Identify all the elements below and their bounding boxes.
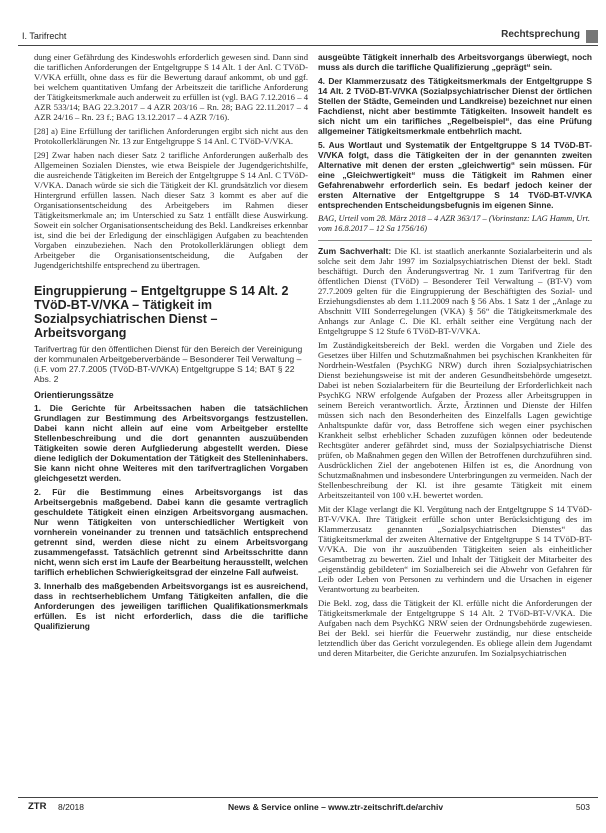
right-column	[318, 52, 592, 662]
article-headline: Eingruppierung – Entgeltgruppe S 14 Alt. 2 TVöD-BT-V/VKA – Tätigkeit im Sozialpsychiatrischen Dienst – Arbeitsvorgang	[34, 284, 289, 340]
category-label: Rechtsprechung	[501, 29, 580, 40]
left-column	[34, 52, 308, 635]
divider	[318, 240, 592, 241]
paragraph: Im Zuständigkeitsbereich der Bekl. werden die Vorgaben und Ziele des Gesetzes über Hilfen und Schutzmaßnahmen bei psychischen Krankheiten für Nordrhein-Westfalen (PsychKG NRW) durch ihren Sozialpsychiatrischen Dienst beziehungsweise ist mit der anderen Gesundheitsbehörde umgesetzt. Dabei ist neben Sozialarbeitern für die Beurteilung der Erforderlichkeit nach PsychKG NRW erfolgende Aufgaben der Prozess aller Arbeitsgruppen in seinem Bereich verantwortlich. Ärzte, Ärztinnen und Dienste der Hilfen müssen sich nach den Besonderheiten des Einzelfalls Lagen gewichtige Anhaltspunkte dafür vor, dass Betroffene sich wegen einer psychischen Krankheit selbst erheblicher Schaden zuzufügen können oder bedeutende Rechtsgüter anderer gefährdet sind, muss der Sozialpsychiatrische Dienst prüfen, ob Maßnahmen gegen den Willen der Betroffenen durchzuführen sind. Ausdrücklichen Ziel der angebotenen Hilfen ist es, die Anordnung von Schutzmaßnahmen und insbesondere Unterbringungen zu vermeiden. Nach der Stellenbeschreibung der Kl. ist ihre gesamte Tätigkeit mit einem Arbeitszeitanteil von 100 v.H. bewertet worden.	[318, 340, 592, 500]
section-label: I. Tarifrecht	[22, 31, 67, 41]
header-rule	[18, 45, 598, 46]
journal-name: ZTR	[28, 801, 47, 812]
page-footer	[18, 797, 598, 815]
guiding-principle: 1. Die Gerichte für Arbeitssachen haben die tatsächlichen Grundlagen zur Bestimmung des Arbeitsvorgangs festzustellen. Dabei kann nicht allein auf eine vom Arbeitgeber erstellte Stellenbeschreibung und die dort genannten auszuübenden Tätigkeiten sowie deren Aufgliederung abgestellt werden. Diese diene lediglich der Dokumentation der Tätigkeit des Stelleninhabers. Sie kann nicht ohne Weiteres mit den tarifvertraglichen Vorgaben gleichgesetzt werden.	[34, 403, 308, 483]
guiding-principle: 4. Der Klammerzusatz des Tätigkeitsmerkmals der Entgeltgruppe S 14 Alt. 2 TVöD-BT-V/VKA (Sozialpsychiatrischer Dienst der örtlichen Stellen der Städte, Gemeinden und Landkreise) bezeichnet nur einen Fachdienst, nicht aber bestimmte Tätigkeiten. Insoweit handelt es sich nicht um ein tarifliches „Regelbeispiel“, das eine Prüfung allgemeiner Tätigkeitsmerkmale entbehrlich macht.	[318, 76, 592, 136]
legal-references: Tarifvertrag für den öffentlichen Dienst für den Bereich der Vereinigung der kommunalen Arbeitgeberverbände – Besonderer Teil Verwaltung – (i.F. vom 27.7.2005 (TVöD-BT-V/VKA) Entgeltgruppe S 14; BAT § 22 Abs. 2	[34, 344, 303, 384]
guiding-principle: ausgeübte Tätigkeit innerhalb des Arbeitsvorgangs überwiegt, noch muss als durch die tarifliche Qualifizierung „geprägt“ sein.	[318, 52, 592, 72]
paragraph: [29] Zwar haben nach dieser Satz 2 tarifliche Anforderungen außerhalb des Allgemeinen Sozialen Dienstes, wie etwa Beispiele der Jugendgerichtshilfe, die ausreichende Tätigkeiten im Bereich der Entgeltgruppe S 14 Anl. C TVöD-V/VKA. Danach würde sie sich die Tätigkeit der Kl. grundsätzlich vor diesem Hintergrund erfüllen lassen. Nach dieser Satz 3 kommt es aber auf die Organisationsentscheidung des Arbeitgebers im Rahmen dieser Tätigkeitsmerkmale an; im Unterschied zu Satz 1 entfällt diese Auswirkung. Soweit ein solcher Organisationsentscheidung des Bekl. Landkreises erkennbar ist, sind die bei der Erledigung der einschlägigen Aufgaben zu beachtenden Vorgaben einzubeziehen. Nach den Protokollerklärungen obliegt dem Arbeitgeber die Organisationsentscheidung, die Aufgaben der Jugendgerichtshilfe entsprechend zu übertragen.	[34, 150, 308, 270]
facts-paragraph	[318, 246, 592, 336]
issue-number: 8/2018	[58, 802, 84, 812]
paragraph: Die Bekl. zog, dass die Tätigkeit der Kl. erfülle nicht die Anforderungen der Tätigkeitsmerkmale der Entgeltgruppe S 14 Alt. 2 TVöD-BT-V/VKA. Die Aufgaben nach dem PsychKG NRW seien der Ordnungsbehörde zugewiesen. Bei der Bekl. sei hierfür die Feuerwehr zuständig, nur diese entscheide letztendlich über das Gericht vorzulegenden. Es obliege allein dem Jugendamt und deren Mitarbeiter, die Gerichte anzurufen. Im Sozialpsychiatrischen	[318, 598, 592, 658]
guiding-principle: 3. Innerhalb des maßgebenden Arbeitsvorgangs ist es ausreichend, dass in rechtserheblichem Umfang Tätigkeiten anfallen, die die Anforderungen des jeweiligen tariflichen Qualifikationsmerkmals erfüllen. Es ist nicht erforderlich, dass die die tarifliche Qualifizierung	[34, 581, 308, 631]
decision-citation: BAG, Urteil vom 28. März 2018 – 4 AZR 363/17 – (Vorinstanz: LAG Hamm, Urt. vom 16.8.2017 – 12 Sa 1756/16)	[318, 214, 591, 233]
paragraph: [28] a) Eine Erfüllung der tariflichen Anforderungen ergibt sich nicht aus den Protokollerklärungen Nr. 13 zur Entgeltgruppe S 14 Anl. C TVöD-V/VKA.	[34, 126, 308, 146]
guiding-principle: 2. Für die Bestimmung eines Arbeitsvorgangs ist das Arbeitsergebnis maßgebend. Dabei kann die gesamte vertraglich geschuldete Tätigkeit einen einzigen Arbeitsvorgang ausmachen. Nur wenn Tätigkeiten von unterschiedlicher Wertigkeit von vornherein voneinander zu trennen und tatsächlich entsprechend getrennt sind, werden diese nicht zu einem Arbeitsvorgang zusammengefasst. Tatsächlich getrennt sind Arbeitsschritte dann nicht, wenn sich erst im Laufe der Bearbeitung herausstellt, welchen tariflich erheblichen Schwierigkeitsgrad der einzelne Fall aufweist.	[34, 487, 308, 577]
header-marker	[586, 30, 598, 43]
paragraph: dung einer Gefährdung des Kindeswohls erforderlich gewesen sind. Dann sind die tariflichen Anforderungen der Entgeltgruppe S 14 Alt. 1 der Anl. C TVöD-V/VKA erfüllt, ohne dass es für die Bewertung darauf ankommt, ob und ggf. bei welchem quantitativen Umfang der Arbeitszeit die tarifliche Anforderung der Tätigkeitsmerkmale auch anderweit zu erfüllen ist (vgl. BAG 7.12.2016 – 4 AZR 533/14; BAG 22.3.2017 – 4 AZR 203/16 – Rn. 28; BAG 22.11.2017 – 4 AZR 24/16 – Rn. 23 f.; BAG 13.12.2017 – 4 AZR 7/16).	[34, 52, 308, 122]
paragraph: Mit der Klage verlangt die Kl. Vergütung nach der Entgeltgruppe S 14 TVöD-BT-V/VKA. Ihre Tätigkeit erfülle schon unter Berücksichtigung des im Klammerzusatz genannten „Sozialpsychiatrischen Dienstes“ das Tätigkeitsmerkmal der zweiten Alternative der Entgeltgruppe S 14 TVöD-BT-V/VKA. Die von ihr auszuübenden Tätigkeiten seien als einheitlicher Gesamtbetrag zu bewerten. Ziel und Inhalt der Tätigkeit der Mitarbeiter des „eigenständig gebildeten“ im Sozialbereich sei die Abwehr von Gefahren für Leib oder Leben von Personen zu verhindern und die Ursachen in eigener Verantwortung zu bearbeiten.	[318, 504, 592, 594]
orientation-title: Orientierungssätze	[34, 390, 114, 400]
facts-lead: Zum Sachverhalt:	[318, 246, 392, 256]
guiding-principle: 5. Aus Wortlaut und Systematik der Entgeltgruppe S 14 TVöD-BT-V/VKA folgt, dass die Tätigkeiten der in der genannten zweiten Alternative mit denen der ersten „gleichwertig“ sein müssen. Für eine „Gleichwertigkeit“ muss die Tätigkeit im Rahmen einer Gefahrenabwehr erforderlich sein. Es bedarf jedoch keiner der ersten Alternative der Entgeltgruppe S 14 TVöD-BT-V/VKA entsprechenden Entscheidungsbefugnis im eigenen Sinne.	[318, 140, 592, 210]
facts-text: Die Kl. ist staatlich anerkannte Sozialarbeiterin und als solche seit dem Jahr 1997 im Sozialpsychiatrischen Dienst der bekl. Stadt beschäftigt. Durch den Änderungsvertrag Nr. 1 zum Tarifvertrag für den öffentlichen Dienst (TVöD) – Besonderer Teil Verwaltung – (BT-V) vom 27.7.2009 gelten für die Eingruppierung der Beschäftigten des Sozial- und Erziehungsdienstes ab dem 1.11.2009 nach § 56 Abs. 1 Satz 1 der „Anlage zu Abschnitt VIII Sonderregelungen (VKA) § 56“ die Tätigkeitsmerkmale des Anhangs zur Anlage C. Die Kl. erhält seither eine Vergütung nach der Entgeltgruppe S 12 Stufe 6 TVöD-BT-V/VKA.	[318, 246, 592, 336]
page-header	[18, 26, 598, 46]
footer-tagline: News & Service online – www.ztr-zeitschrift.de/archiv	[228, 802, 444, 812]
page-number: 503	[575, 802, 590, 812]
footer-rule	[18, 797, 598, 798]
